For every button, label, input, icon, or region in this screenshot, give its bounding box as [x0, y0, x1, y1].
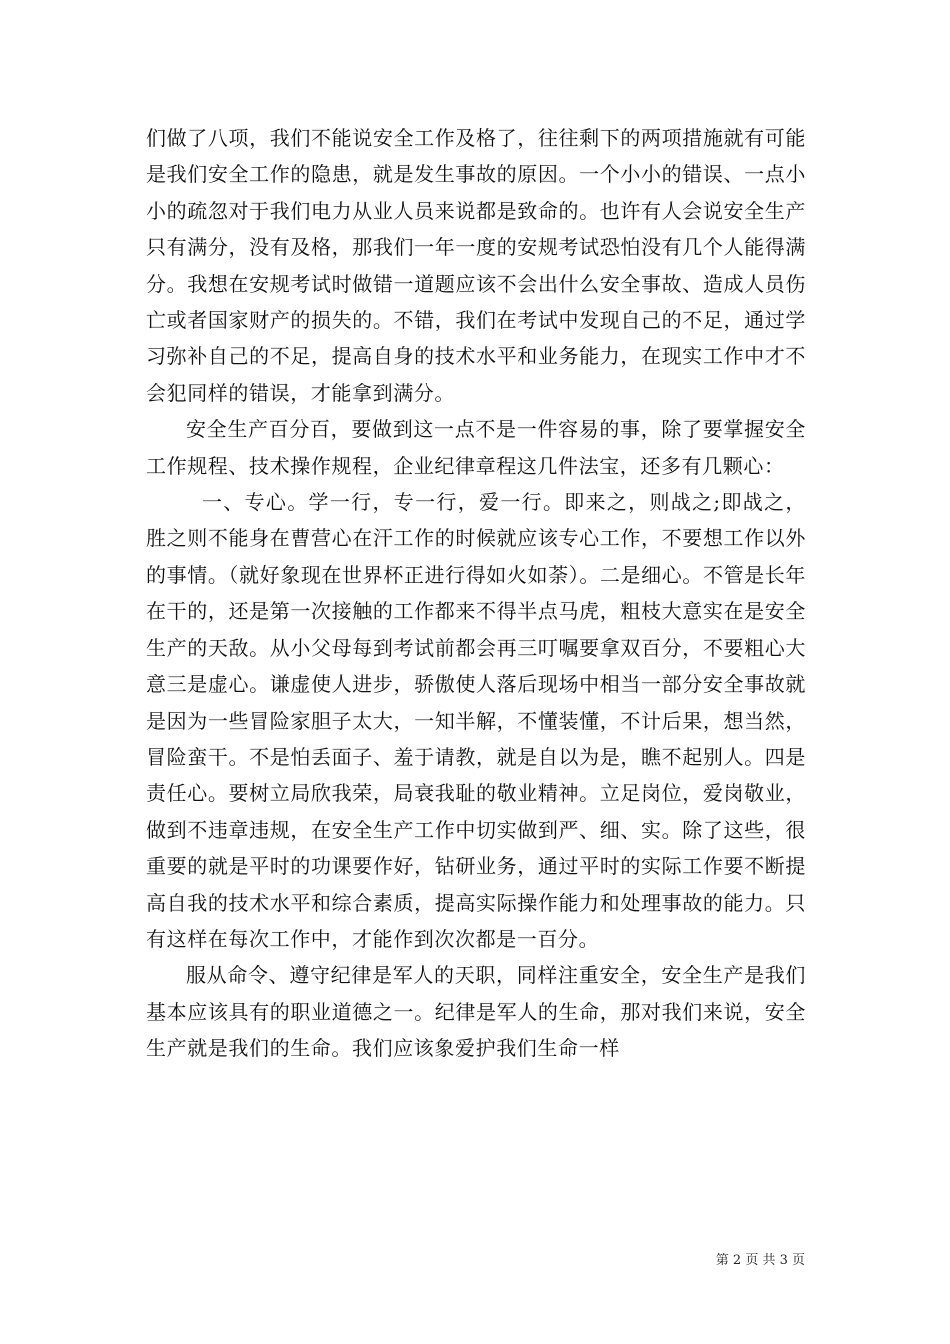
paragraph-3: 一、专心。学一行，专一行，爱一行。即来之，则战之;即战之，胜之则不能身在曹营心在汗工作的时候就应该专心工作，不要想工作以外的事情。（就好象现在世界杯正进行得如火如荼）。二是细心。不管是长年在干的，还是第一次接触的工作都来不得半点马虎，粗枝大意实在是安全生产的天敌。从小父母每到考试前都会再三叮嘱要拿双百分，不要粗心大意三是虚心。谦虚使人进步，骄傲使人落后现场中相当一部分安全事故就是因为一些冒险家胆子太大，一知半解，不懂装懂，不计后果，想当然，冒险蛮干。不是怕丢面子、羞于请教，就是自以为是，瞧不起别人。四是责任心。要树立局欣我荣，局衰我耻的敬业精神。立足岗位，爱岗敬业，做到不违章违规，在安全生产工作中切实做到严、细、实。除了这些，很重要的就是平时的功课要作好，钻研业务，通过平时的实际工作要不断提高自我的技术水平和综合素质，提高实际操作能力和处理事故的能力。只有这样在每次工作中，才能作到次次都是一百分。: [146, 490, 806, 951]
paragraph-2: 安全生产百分百，要做到这一点不是一件容易的事，除了要掌握安全工作规程、技术操作规程，企业纪律章程这几件法宝，还多有几颗心：: [146, 417, 806, 478]
page-number: 第 2 页 共 3 页: [715, 1253, 805, 1268]
paragraph-4: 服从命令、遵守纪律是军人的天职，同样注重安全，安全生产是我们基本应该具有的职业道德之一。纪律是军人的生命，那对我们来说，安全生产就是我们的生命。我们应该象爱护我们生命一样: [146, 963, 806, 1061]
body-text: [146, 120, 806, 1067]
paragraph-1: 们做了八项，我们不能说安全工作及格了，往往剩下的两项措施就有可能是我们安全工作的隐患，就是发生事故的原因。一个小小的错误、一点小小的疏忽对于我们电力从业人员来说都是致命的。也许有人会说安全生产只有满分，没有及格，那我们一年一度的安规考试恐怕没有几个人能得满分。我想在安规考试时做错一道题应该不会出什么安全事故、造成人员伤亡或者国家财产的损失的。不错，我们在考试中发现自己的不足，通过学习弥补自己的不足，提高自身的技术水平和业务能力，在现实工作中才不会犯同样的错误，才能拿到满分。: [146, 126, 806, 405]
